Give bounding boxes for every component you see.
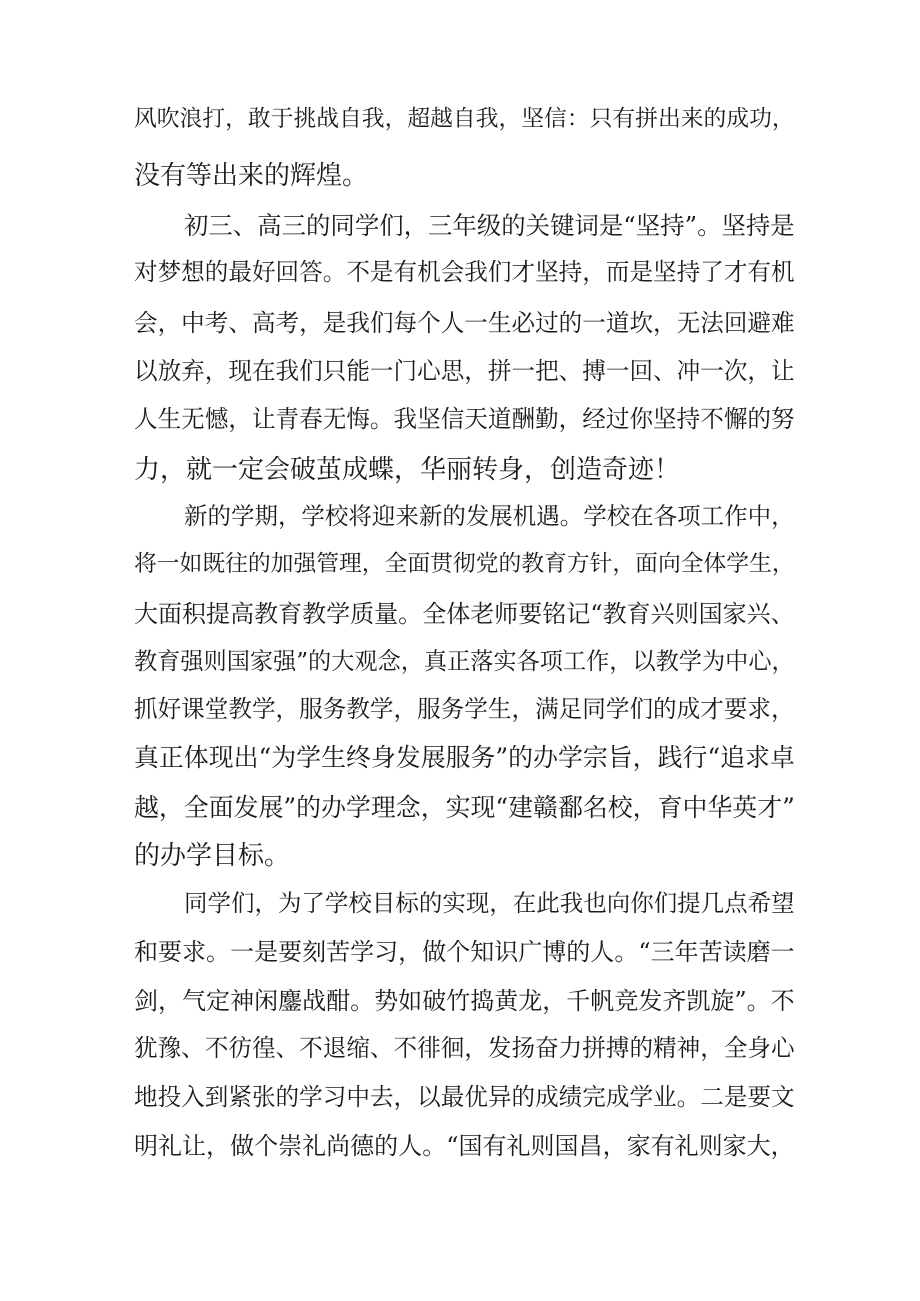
line-text: 的办学目标。	[134, 841, 291, 871]
text-line	[0, 743, 920, 796]
line-text: 风吹浪打，敢于挑战自我，超越自我，坚信：只有拼出来的成功，	[134, 106, 795, 132]
line-text: 对梦想的最好回答。不是有机会我们才坚持，而是坚持了才有机	[134, 258, 795, 286]
text-line	[0, 502, 920, 555]
line-text: 新的学期，学校将迎来新的发展机遇。学校在各项工作中，	[184, 502, 795, 530]
text-line	[0, 940, 920, 990]
line-text: 真正体现出“为学生终身发展服务”的办学宗旨，践行“追求卓	[134, 743, 795, 772]
text-line	[0, 843, 920, 893]
text-line	[0, 989, 920, 1039]
text-line	[0, 1134, 920, 1184]
text-line	[0, 1083, 920, 1136]
line-text: 会，中考、高考，是我们每个人一生必过的一道坎，无法回避难	[134, 309, 795, 337]
line-text: 地投入到紧张的学习中去，以最优异的成绩完成学业。二是要文	[134, 1083, 795, 1111]
text-line	[0, 457, 920, 507]
line-text: 明礼让，做个崇礼尚德的人。“国有礼则国昌，家有礼则家大，	[134, 1132, 795, 1160]
line-text: 将一如既往的加强管理，全面贯彻党的教育方针，面向全体学生，	[134, 551, 795, 577]
text-line	[0, 889, 920, 942]
text-line	[0, 405, 920, 458]
text-line	[0, 357, 920, 410]
line-text: 力，就一定会破茧成蝶，华丽转身，创造奇迹！	[134, 455, 681, 485]
text-line	[0, 695, 920, 748]
line-text: 大面积提高教育教学质量。全体老师要铭记“教育兴则国家兴、	[134, 600, 795, 628]
line-text: 没有等出来的辉煌。	[134, 161, 369, 191]
text-line	[0, 602, 920, 652]
line-text: 教育强则国家强”的大观念，真正落实各项工作，以教学为中心，	[134, 648, 795, 675]
line-text: 初三、高三的同学们，三年级的关键词是“坚持”。坚持是	[184, 211, 795, 240]
line-text: 越，全面发展”的办学理念，实现“建赣鄱名校，育中华英才”	[134, 793, 795, 822]
text-line	[0, 108, 920, 158]
text-line	[0, 1034, 920, 1087]
line-text: 人生无憾，让青春无悔。我坚信天道酬勤，经过你坚持不懈的努	[134, 405, 795, 433]
line-text: 抓好课堂教学，服务教学，服务学生，满足同学们的成才要求，	[134, 695, 795, 723]
text-line	[0, 211, 920, 264]
text-line	[0, 163, 920, 213]
text-line	[0, 309, 920, 362]
line-text: 和要求。一是要刻苦学习，做个知识广博的人。“三年苦读磨一	[134, 938, 795, 966]
line-text: 以放弃，现在我们只能一门心思，拼一把、搏一回、冲一次，让	[134, 357, 795, 385]
line-text: 剑，气定神闲鏖战酣。势如破竹捣黄龙，千帆竞发齐凯旋”。不	[134, 987, 795, 1015]
line-text: 同学们，为了学校目标的实现，在此我也向你们提几点希望	[184, 889, 795, 917]
text-line	[0, 258, 920, 311]
text-line	[0, 553, 920, 603]
line-text: 犹豫、不彷徨、不退缩、不徘徊，发扬奋力拼搏的精神，全身心	[134, 1034, 795, 1062]
text-line	[0, 793, 920, 846]
text-line	[0, 650, 920, 700]
